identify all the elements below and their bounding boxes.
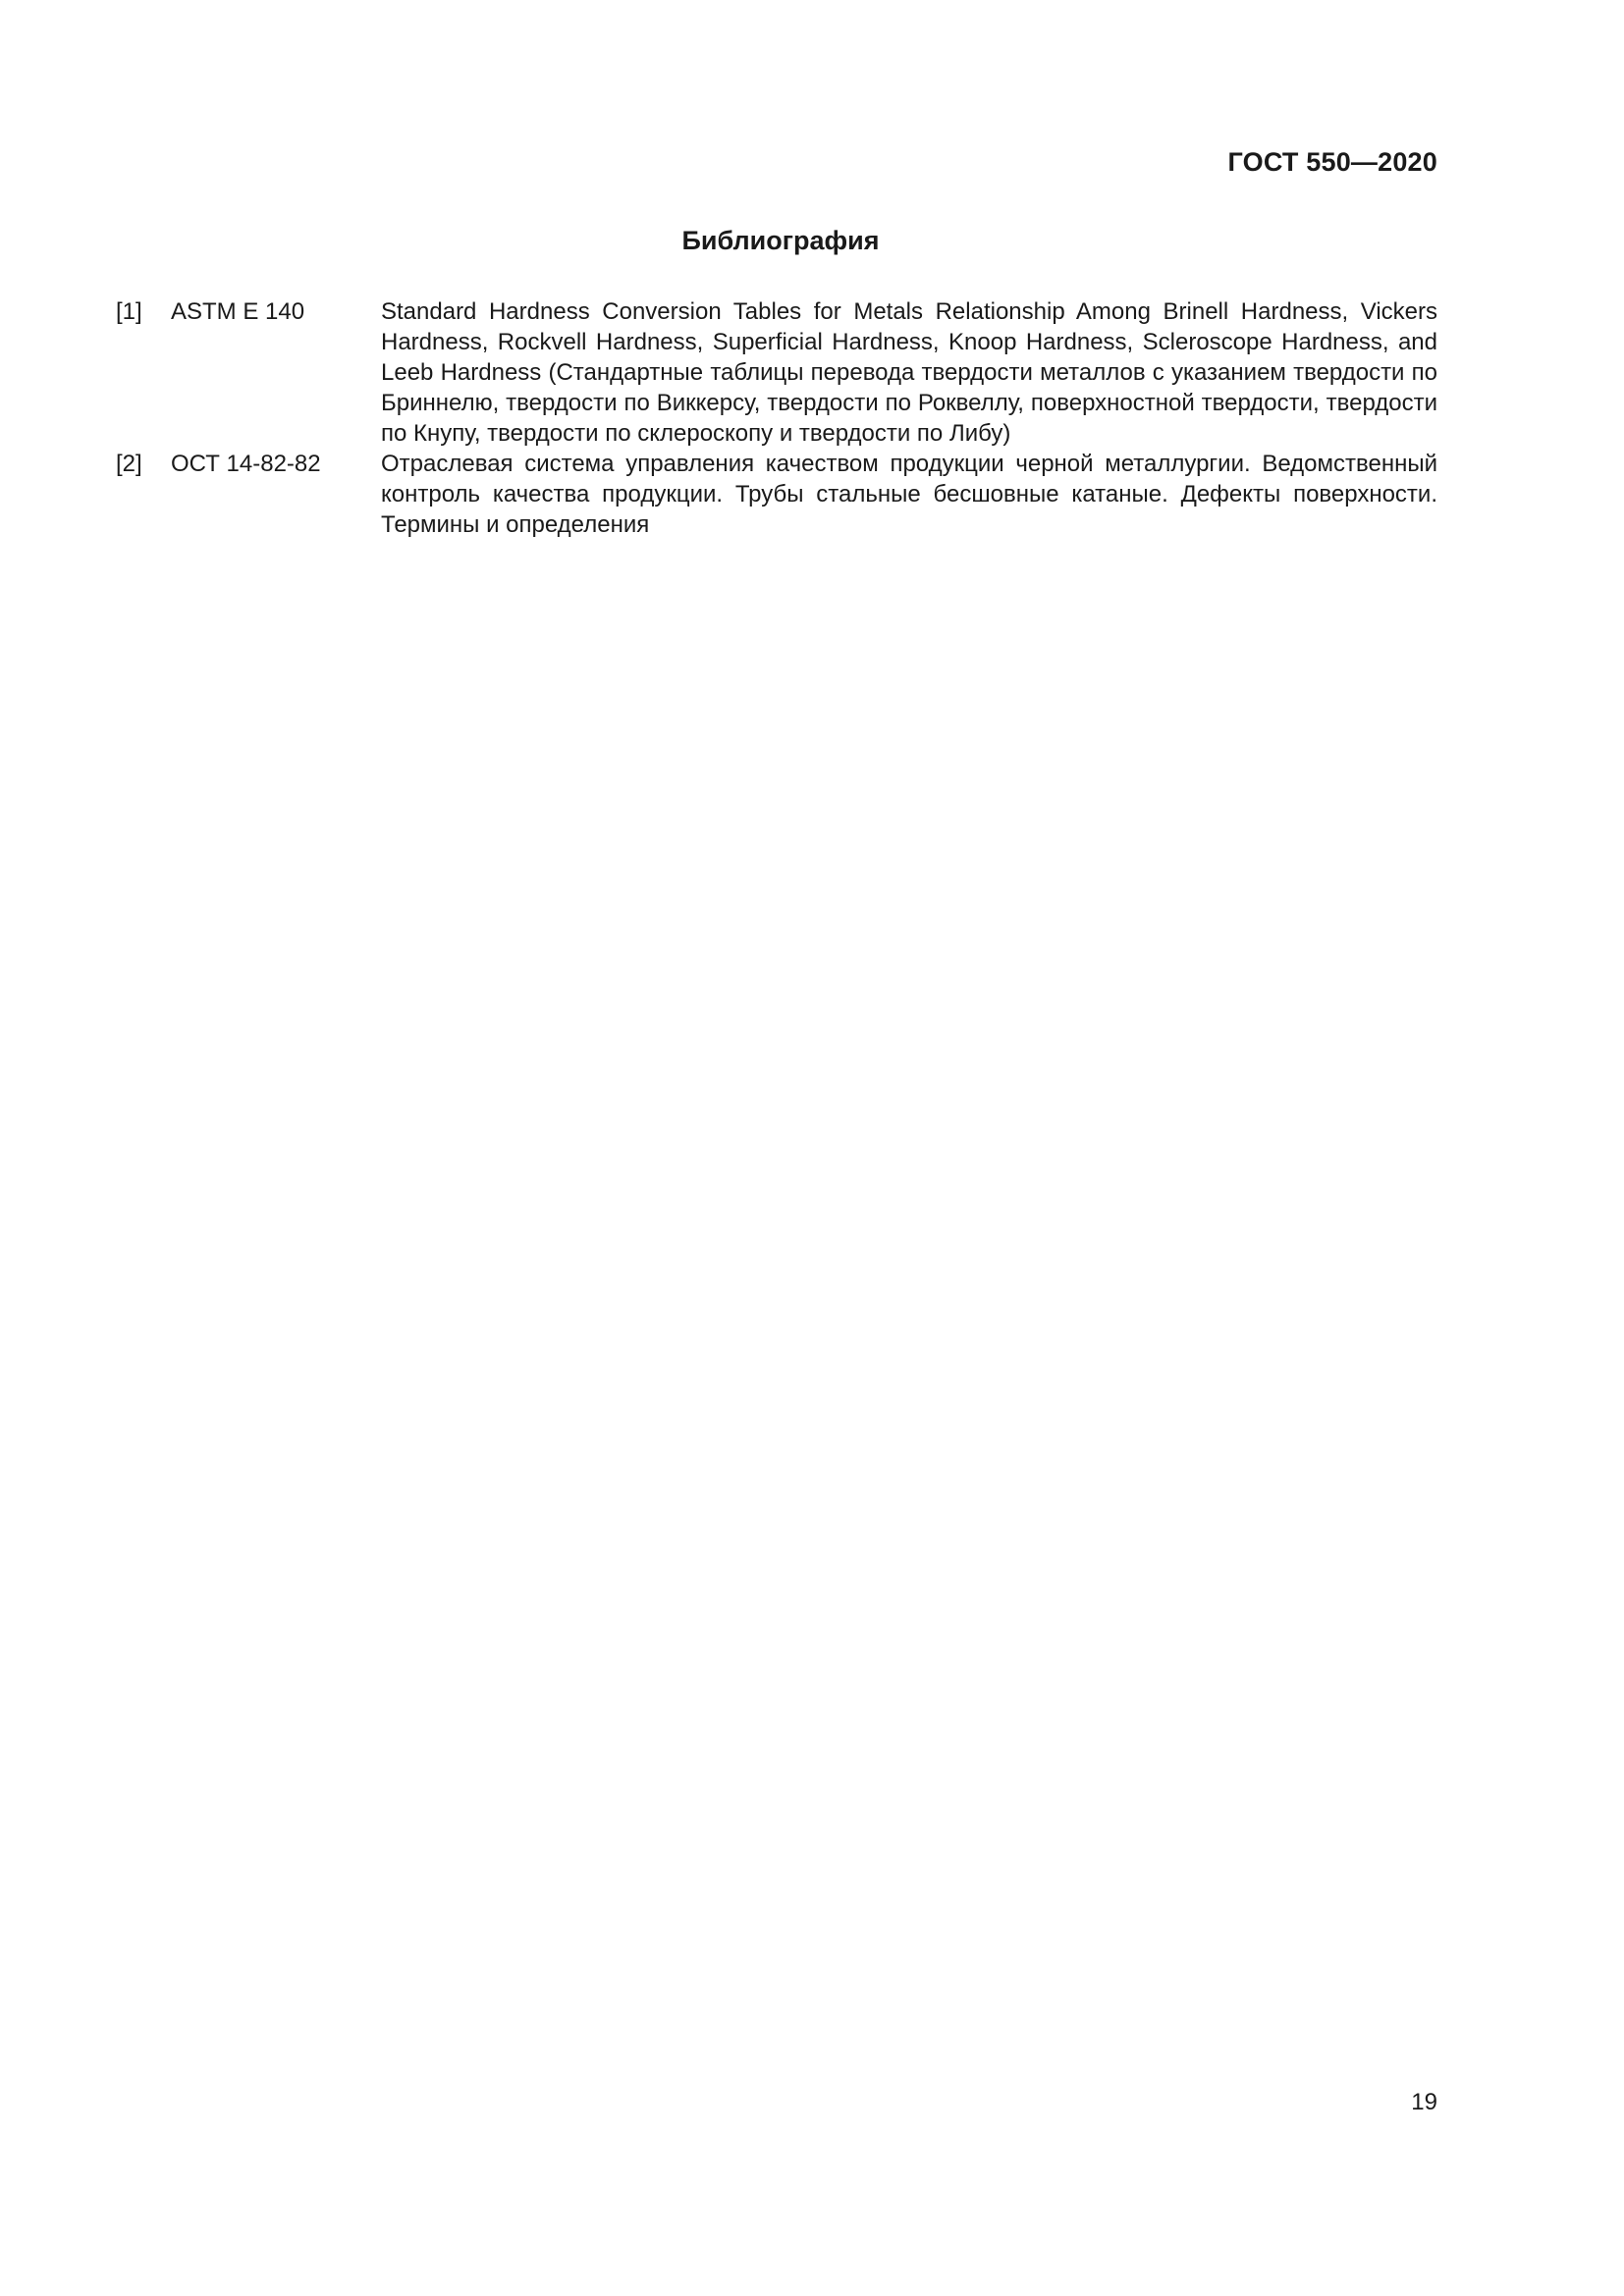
entry-code: ASTM E 140 — [171, 298, 305, 325]
entry-number: [2] — [116, 451, 142, 477]
page-number: 19 — [1411, 2089, 1437, 2115]
bibliography-list — [116, 296, 1437, 540]
entry-number: [1] — [116, 298, 142, 325]
entry-text: Standard Hardness Conversion Tables for Metals Relationship Among Brinell Hardness, Vickers Hardness, Rockvell Hardness, Superficial Hardness, Knoop Hardness, Scleroscope Hardness, and Leeb Hardness (Стандартные таблицы перевода твердости металлов с указанием твердости по Бриннелю, твердости по Виккерсу, твердости по Роквеллу, поверхностной твердости, твердости по Кнупу, твердости по склероскопу и твердости по Либу) — [381, 298, 1437, 447]
bibliography-entry — [116, 449, 1437, 540]
section-title: Библиография — [681, 226, 880, 255]
bibliography-entry — [116, 296, 1437, 449]
entry-text: Отраслевая система управления качеством продукции черной металлургии. Ведомственный контроль качества продукции. Трубы стальные бесшовные катаные. Дефекты поверхности. Термины и определения — [381, 451, 1437, 538]
entry-code: ОСТ 14-82-82 — [171, 451, 321, 477]
document-code: ГОСТ 550—2020 — [1227, 147, 1437, 177]
